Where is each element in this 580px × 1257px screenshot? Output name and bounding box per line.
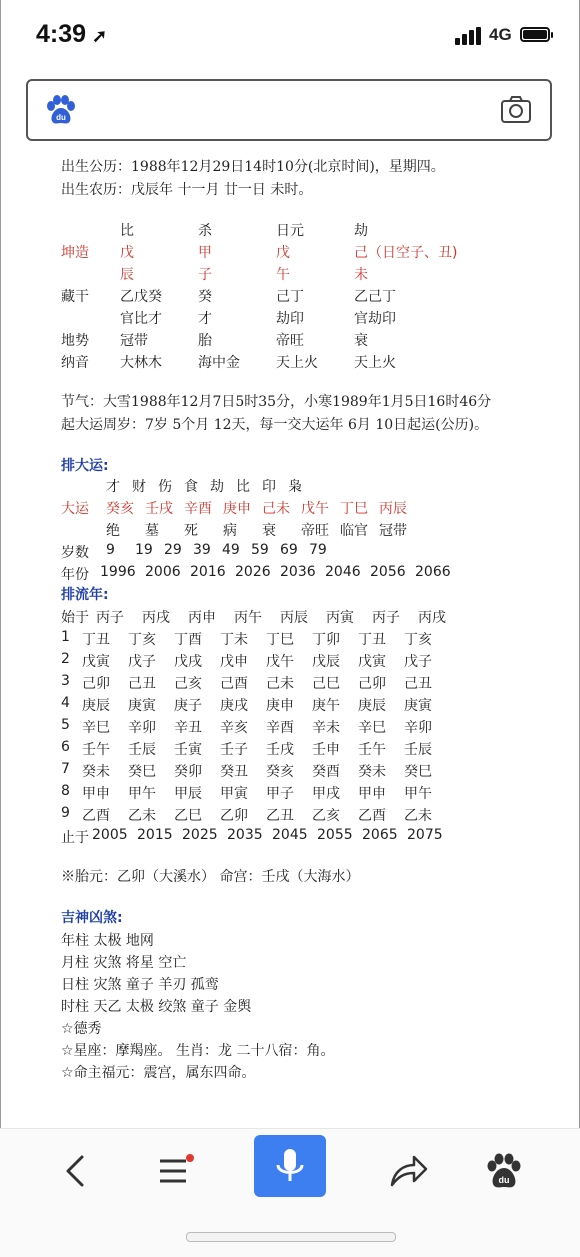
liunian-cell: 乙巳 <box>174 808 202 824</box>
liunian-cell: 甲戌 <box>312 786 340 802</box>
dayun-age: 79 <box>309 542 327 558</box>
liunian-cell: 辛卯 <box>404 720 432 736</box>
liunian-end-year: 2075 <box>407 827 443 843</box>
liunian-start-cell: 丙子 <box>372 610 400 626</box>
qiyun-line: 起大运周岁：7岁 5个月 12天，每一交大运年 6月 10日起运(公历)。 <box>61 417 489 433</box>
share-icon[interactable] <box>388 1151 428 1191</box>
liunian-row-number: 5 <box>61 717 70 733</box>
liunian-cell: 丁未 <box>220 632 248 648</box>
dayun-pillar: 丁巳 <box>340 501 368 517</box>
canggan-cell: 己丁 <box>276 289 304 305</box>
liunian-cell: 乙酉 <box>82 808 110 824</box>
liunian-cell: 癸卯 <box>174 764 202 780</box>
signal-icon <box>455 27 485 45</box>
liunian-cell: 己亥 <box>174 676 202 692</box>
liunian-end-year: 2035 <box>227 827 263 843</box>
liunian-cell: 癸巳 <box>128 764 156 780</box>
canggan-label: 藏干 <box>61 289 89 305</box>
liunian-cell: 癸未 <box>358 764 386 780</box>
liunian-cell: 癸酉 <box>312 764 340 780</box>
stem: 戊 <box>276 245 290 261</box>
voice-button[interactable] <box>254 1135 326 1197</box>
liunian-cell: 戊寅 <box>82 654 110 670</box>
liunian-cell: 壬辰 <box>128 742 156 758</box>
liunian-cell: 庚申 <box>266 698 294 714</box>
liunian-end-year: 2005 <box>92 827 128 843</box>
liunian-cell: 己卯 <box>82 676 110 692</box>
shensha-line: 日柱 灾煞 童子 羊刃 孤鸾 <box>61 977 219 993</box>
stem: 己（日空子、丑) <box>354 245 458 261</box>
dayun-label: 大运 <box>61 501 89 517</box>
liunian-end-year: 2015 <box>137 827 173 843</box>
nayin-cell: 大林木 <box>120 355 162 371</box>
dayun-pillar: 癸亥 <box>106 501 134 517</box>
liunian-cell: 丁卯 <box>312 632 340 648</box>
dayun-god: 枭 <box>288 479 302 495</box>
liunian-cell: 庚戌 <box>220 698 248 714</box>
liunian-cell: 庚辰 <box>82 698 110 714</box>
jieqi-line: 节气：大雪1988年12月7日5时35分，小寒1989年1月5日16时46分 <box>61 394 492 410</box>
liunian-cell: 乙未 <box>404 808 432 824</box>
menu-icon[interactable] <box>156 1151 196 1191</box>
dishi-label: 地势 <box>61 333 89 349</box>
col-label: 日元 <box>276 223 304 239</box>
liunian-row-number: 3 <box>61 673 70 689</box>
liunian-end-year: 2065 <box>362 827 398 843</box>
liunian-cell: 丁亥 <box>404 632 432 648</box>
liunian-row-number: 1 <box>61 629 70 645</box>
home-indicator[interactable] <box>186 1232 396 1242</box>
dishi-cell: 衰 <box>354 333 368 349</box>
status-bar <box>0 0 580 72</box>
shensha-line: ☆命主福元：震宫，属东四命。 <box>61 1065 256 1081</box>
network-type: 4G <box>489 25 512 44</box>
nayin-cell: 天上火 <box>276 355 318 371</box>
dayun-title: 排大运: <box>61 458 109 474</box>
liunian-end-label: 止于 <box>61 830 89 846</box>
dayun-year: 2056 <box>370 564 406 580</box>
dayun-god: 劫 <box>210 479 224 495</box>
dayun-age: 59 <box>251 542 269 558</box>
liunian-cell: 丁巳 <box>266 632 294 648</box>
liunian-cell: 辛巳 <box>82 720 110 736</box>
liunian-cell: 辛卯 <box>128 720 156 736</box>
liunian-row-number: 9 <box>61 805 70 821</box>
liunian-cell: 辛亥 <box>220 720 248 736</box>
liunian-cell: 丁丑 <box>82 632 110 648</box>
liunian-cell: 丁亥 <box>128 632 156 648</box>
liunian-cell: 辛丑 <box>174 720 202 736</box>
dayun-age: 39 <box>193 542 211 558</box>
dayun-pillar: 戊午 <box>301 501 329 517</box>
liunian-cell: 甲申 <box>358 786 386 802</box>
dayun-state: 帝旺 <box>301 523 329 539</box>
liunian-cell: 乙亥 <box>312 808 340 824</box>
liunian-cell: 壬寅 <box>174 742 202 758</box>
col-label: 杀 <box>198 223 212 239</box>
nayin-label: 纳音 <box>61 355 89 371</box>
dayun-god: 印 <box>262 479 276 495</box>
bazi-report <box>0 148 580 1128</box>
dayun-year: 1996 <box>100 564 136 580</box>
shensha-line: ☆德秀 <box>61 1021 102 1037</box>
liunian-cell: 庚辰 <box>358 698 386 714</box>
canggan-cell: 乙戊癸 <box>120 289 162 305</box>
liunian-start-cell: 丙戌 <box>418 610 446 626</box>
liunian-row-number: 4 <box>61 695 70 711</box>
dayun-god: 食 <box>184 479 198 495</box>
liunian-start-cell: 丙申 <box>188 610 216 626</box>
liunian-cell: 庚午 <box>312 698 340 714</box>
liunian-start-cell: 丙午 <box>234 610 262 626</box>
liunian-cell: 庚子 <box>174 698 202 714</box>
liunian-cell: 乙丑 <box>266 808 294 824</box>
dayun-pillar: 丙辰 <box>379 501 407 517</box>
liunian-cell: 庚寅 <box>128 698 156 714</box>
liunian-cell: 壬辰 <box>404 742 432 758</box>
svg-text:du: du <box>56 113 66 122</box>
liunian-start-cell: 丙子 <box>96 610 124 626</box>
liunian-row-number: 6 <box>61 739 70 755</box>
liunian-cell: 辛未 <box>312 720 340 736</box>
baidu-paw-icon[interactable] <box>44 93 78 127</box>
liunian-start-cell: 丙戌 <box>142 610 170 626</box>
dayun-pillar: 辛酉 <box>184 501 212 517</box>
year-label: 年份 <box>61 567 89 583</box>
dayun-god: 才 <box>106 479 120 495</box>
liunian-cell: 己酉 <box>220 676 248 692</box>
svg-text:du: du <box>498 1175 510 1185</box>
dayun-age: 19 <box>135 542 153 558</box>
birth-lunar-date: 出生农历：戊辰年 十一月 廿一日 未时。 <box>61 182 313 198</box>
camera-icon[interactable] <box>500 95 532 125</box>
dayun-year: 2036 <box>280 564 316 580</box>
shensha-line: 月柱 灾煞 将星 空亡 <box>61 955 187 971</box>
liunian-cell: 己卯 <box>358 676 386 692</box>
liunian-cell: 壬申 <box>312 742 340 758</box>
taiyuan-minggong: ※胎元：乙卯（大溪水） 命宫：壬戌（大海水） <box>61 869 360 885</box>
canggan-cell: 乙己丁 <box>354 289 396 305</box>
dayun-state: 冠带 <box>379 523 407 539</box>
liunian-cell: 癸亥 <box>266 764 294 780</box>
canggan-god: 劫印 <box>276 311 304 327</box>
microphone-icon <box>254 1135 326 1197</box>
branch: 辰 <box>120 267 134 283</box>
liunian-cell: 壬戌 <box>266 742 294 758</box>
dayun-pillar: 壬戌 <box>145 501 173 517</box>
dayun-age: 29 <box>164 542 182 558</box>
col-label: 比 <box>120 223 134 239</box>
liunian-cell: 戊寅 <box>358 654 386 670</box>
liunian-cell: 丁丑 <box>358 632 386 648</box>
liunian-cell: 壬午 <box>82 742 110 758</box>
liunian-cell: 己丑 <box>128 676 156 692</box>
liunian-start-cell: 丙辰 <box>280 610 308 626</box>
dayun-year: 2026 <box>235 564 271 580</box>
kunzao-label: 坤造 <box>61 245 89 261</box>
dayun-god: 伤 <box>158 479 172 495</box>
dayun-age: 9 <box>106 542 115 558</box>
canggan-god: 才 <box>198 311 212 327</box>
dishi-cell: 帝旺 <box>276 333 304 349</box>
liunian-cell: 丁酉 <box>174 632 202 648</box>
birth-solar-date: 出生公历：1988年12月29日14时10分(北京时间)，星期四。 <box>61 159 445 175</box>
liunian-cell: 己丑 <box>404 676 432 692</box>
dayun-god: 财 <box>132 479 146 495</box>
dishi-cell: 冠带 <box>120 333 148 349</box>
shensha-line: ☆星座：摩羯座。 生肖：龙 二十八宿：角。 <box>61 1043 335 1059</box>
status-time: 4:39 ➚ <box>36 20 108 48</box>
liunian-cell: 戊辰 <box>312 654 340 670</box>
liunian-cell: 乙酉 <box>358 808 386 824</box>
liunian-cell: 癸丑 <box>220 764 248 780</box>
dayun-state: 死 <box>184 523 198 539</box>
back-icon[interactable] <box>56 1151 96 1191</box>
liunian-start-cell: 丙寅 <box>326 610 354 626</box>
liunian-cell: 壬午 <box>358 742 386 758</box>
dayun-god: 比 <box>236 479 250 495</box>
liunian-cell: 癸未 <box>82 764 110 780</box>
liunian-title: 排流年: <box>61 587 109 603</box>
liunian-cell: 乙未 <box>128 808 156 824</box>
shensha-line: 时柱 天乙 太极 绞煞 童子 金舆 <box>61 999 252 1015</box>
liunian-cell: 甲辰 <box>174 786 202 802</box>
dayun-state: 墓 <box>145 523 159 539</box>
stem: 甲 <box>198 245 212 261</box>
dayun-state: 衰 <box>262 523 276 539</box>
location-arrow-icon: ➚ <box>92 26 108 46</box>
dayun-age: 69 <box>280 542 298 558</box>
dayun-year: 2046 <box>325 564 361 580</box>
liunian-cell: 甲子 <box>266 786 294 802</box>
age-label: 岁数 <box>61 545 89 561</box>
dayun-state: 绝 <box>106 523 120 539</box>
liunian-cell: 戊午 <box>266 654 294 670</box>
dayun-year: 2066 <box>415 564 451 580</box>
liunian-end-year: 2025 <box>182 827 218 843</box>
liunian-end-year: 2045 <box>272 827 308 843</box>
canggan-god: 官比才 <box>120 311 162 327</box>
liunian-row-number: 2 <box>61 651 70 667</box>
liunian-row-number: 7 <box>61 761 70 777</box>
liunian-end-year: 2055 <box>317 827 353 843</box>
liunian-cell: 己巳 <box>312 676 340 692</box>
battery-icon <box>520 27 550 42</box>
liunian-cell: 戊子 <box>128 654 156 670</box>
liunian-cell: 庚寅 <box>404 698 432 714</box>
canggan-god: 官劫印 <box>354 311 396 327</box>
liunian-cell: 癸巳 <box>404 764 432 780</box>
dayun-pillar: 己未 <box>262 501 290 517</box>
shensha-line: 年柱 太极 地网 <box>61 933 154 949</box>
liunian-cell: 甲申 <box>82 786 110 802</box>
dishi-cell: 胎 <box>198 333 212 349</box>
dayun-year: 2016 <box>190 564 226 580</box>
shensha-title: 吉神凶煞: <box>61 910 123 926</box>
dayun-age: 49 <box>222 542 240 558</box>
dayun-year: 2006 <box>145 564 181 580</box>
liunian-row-number: 8 <box>61 783 70 799</box>
baidu-paw-icon[interactable] <box>484 1151 524 1191</box>
liunian-cell: 甲午 <box>404 786 432 802</box>
nayin-cell: 天上火 <box>354 355 396 371</box>
liunian-cell: 甲寅 <box>220 786 248 802</box>
bottom-toolbar <box>0 1128 580 1257</box>
dayun-state: 临官 <box>340 523 368 539</box>
liunian-cell: 己未 <box>266 676 294 692</box>
liunian-cell: 乙卯 <box>220 808 248 824</box>
liunian-cell: 戊申 <box>220 654 248 670</box>
dayun-pillar: 庚申 <box>223 501 251 517</box>
col-label: 劫 <box>354 223 368 239</box>
liunian-cell: 戊戌 <box>174 654 202 670</box>
canggan-cell: 癸 <box>198 289 212 305</box>
nayin-cell: 海中金 <box>198 355 240 371</box>
liunian-cell: 戊子 <box>404 654 432 670</box>
liunian-start-label: 始于 <box>61 610 89 626</box>
liunian-cell: 辛巳 <box>358 720 386 736</box>
branch: 子 <box>198 267 212 283</box>
liunian-cell: 辛酉 <box>266 720 294 736</box>
liunian-cell: 壬子 <box>220 742 248 758</box>
branch: 未 <box>354 267 368 283</box>
dayun-state: 病 <box>223 523 237 539</box>
search-bar[interactable] <box>26 79 552 141</box>
branch: 午 <box>276 267 290 283</box>
stem: 戊 <box>120 245 134 261</box>
liunian-cell: 甲午 <box>128 786 156 802</box>
